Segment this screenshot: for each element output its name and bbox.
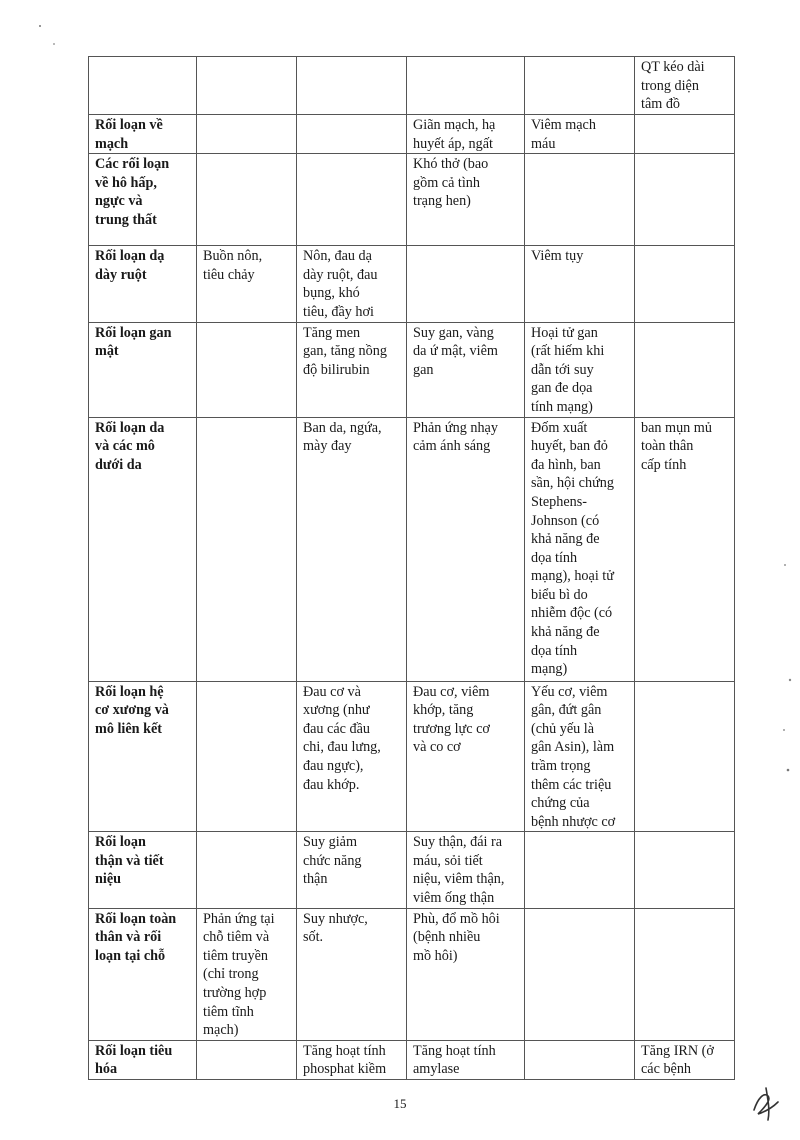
table-cell <box>297 154 407 246</box>
table-cell <box>297 57 407 115</box>
table-cell <box>635 246 735 322</box>
organ-class-cell: Rối loạn toàn thân và rối loạn tại chỗ <box>89 908 197 1040</box>
table-cell: Suy giảm chức năng thận <box>297 832 407 908</box>
table-cell <box>197 1040 297 1079</box>
table-cell <box>525 1040 635 1079</box>
table-cell: Nôn, đau dạ dày ruột, đau bụng, khó tiêu, đầy hơi <box>297 246 407 322</box>
organ-class-cell: Rối loạn gan mật <box>89 322 197 417</box>
table-cell: Tăng IRN (ở các bệnh <box>635 1040 735 1079</box>
organ-class-cell: Rối loạn dạ dày ruột <box>89 246 197 322</box>
table-row <box>89 322 735 417</box>
table-cell: Khó thở (bao gồm cả tình trạng hen) <box>407 154 525 246</box>
organ-class-cell <box>89 57 197 115</box>
adverse-reactions-table <box>88 56 735 1080</box>
table-cell <box>635 832 735 908</box>
table-cell: Giãn mạch, hạ huyết áp, ngất <box>407 115 525 154</box>
table-cell: Tăng men gan, tăng nồng độ bilirubin <box>297 322 407 417</box>
table-cell <box>635 681 735 832</box>
table-cell: Ban da, ngứa, mày đay <box>297 417 407 681</box>
table-cell <box>197 154 297 246</box>
table-cell: Phản ứng nhạy cảm ánh sáng <box>407 417 525 681</box>
table-cell: Đau cơ, viêm khớp, tăng trương lực cơ và co cơ <box>407 681 525 832</box>
organ-class-cell: Rối loạn tiêu hóa <box>89 1040 197 1079</box>
table-cell: Suy thận, đái ra máu, sỏi tiết niệu, viêm thận, viêm ống thận <box>407 832 525 908</box>
organ-class-cell: Rối loạn về mạch <box>89 115 197 154</box>
table-cell: Phản ứng tại chỗ tiêm và tiêm truyền (chỉ trong trường hợp tiêm tĩnh mạch) <box>197 908 297 1040</box>
table-cell: Viêm mạch máu <box>525 115 635 154</box>
organ-class-cell: Rối loạn da và các mô dưới da <box>89 417 197 681</box>
table-cell: Viêm tụy <box>525 246 635 322</box>
table-row <box>89 115 735 154</box>
table-cell <box>407 246 525 322</box>
signature-mark <box>748 1080 784 1124</box>
table-row <box>89 417 735 681</box>
table-cell: QT kéo dài trong diện tâm đồ <box>635 57 735 115</box>
table-row <box>89 832 735 908</box>
table-cell: Suy gan, vàng da ứ mật, viêm gan <box>407 322 525 417</box>
table-cell: Hoại tử gan (rất hiếm khi dẫn tới suy gan đe dọa tính mạng) <box>525 322 635 417</box>
table-cell <box>297 115 407 154</box>
table-cell <box>635 908 735 1040</box>
table-cell: Phù, đổ mồ hôi (bệnh nhiều mồ hôi) <box>407 908 525 1040</box>
table-cell <box>197 417 297 681</box>
table-cell <box>197 322 297 417</box>
table-cell <box>197 57 297 115</box>
table-cell: Đau cơ và xương (như đau các đầu chi, đau lưng, đau ngực), đau khớp. <box>297 681 407 832</box>
table-cell <box>197 115 297 154</box>
table-cell: ban mụn mủ toàn thân cấp tính <box>635 417 735 681</box>
table-row <box>89 246 735 322</box>
table-row <box>89 681 735 832</box>
table-cell <box>635 322 735 417</box>
organ-class-cell: Rối loạn hệ cơ xương và mô liên kết <box>89 681 197 832</box>
table-cell <box>635 154 735 246</box>
table-row <box>89 57 735 115</box>
table-cell: Tăng hoạt tính phosphat kiềm <box>297 1040 407 1079</box>
table-cell: Tăng hoạt tính amylase <box>407 1040 525 1079</box>
page-number: 15 <box>393 1096 407 1111</box>
table-cell <box>197 832 297 908</box>
organ-class-cell: Các rối loạn về hô hấp, ngực và trung thất <box>89 154 197 246</box>
table-row <box>89 908 735 1040</box>
table-cell <box>635 115 735 154</box>
table-cell: Buồn nôn, tiêu chảy <box>197 246 297 322</box>
table-cell <box>197 681 297 832</box>
table-row <box>89 154 735 246</box>
table-cell <box>525 154 635 246</box>
table-cell: Yếu cơ, viêm gân, đứt gân (chủ yếu là gân Asin), làm trầm trọng thêm các triệu chứng của bệnh nhược cơ <box>525 681 635 832</box>
table-cell <box>525 832 635 908</box>
organ-class-cell: Rối loạn thận và tiết niệu <box>89 832 197 908</box>
table-cell: Suy nhược, sốt. <box>297 908 407 1040</box>
table-cell <box>407 57 525 115</box>
table-cell: Đốm xuất huyết, ban đỏ đa hình, ban sần, hội chứng Stephens- Johnson (có khả năng đe dọa tính mạng), hoại tử biểu bì do nhiễm độc (có khả năng đe dọa tính mạng) <box>525 417 635 681</box>
table-cell <box>525 908 635 1040</box>
table-row <box>89 1040 735 1079</box>
table-cell <box>525 57 635 115</box>
